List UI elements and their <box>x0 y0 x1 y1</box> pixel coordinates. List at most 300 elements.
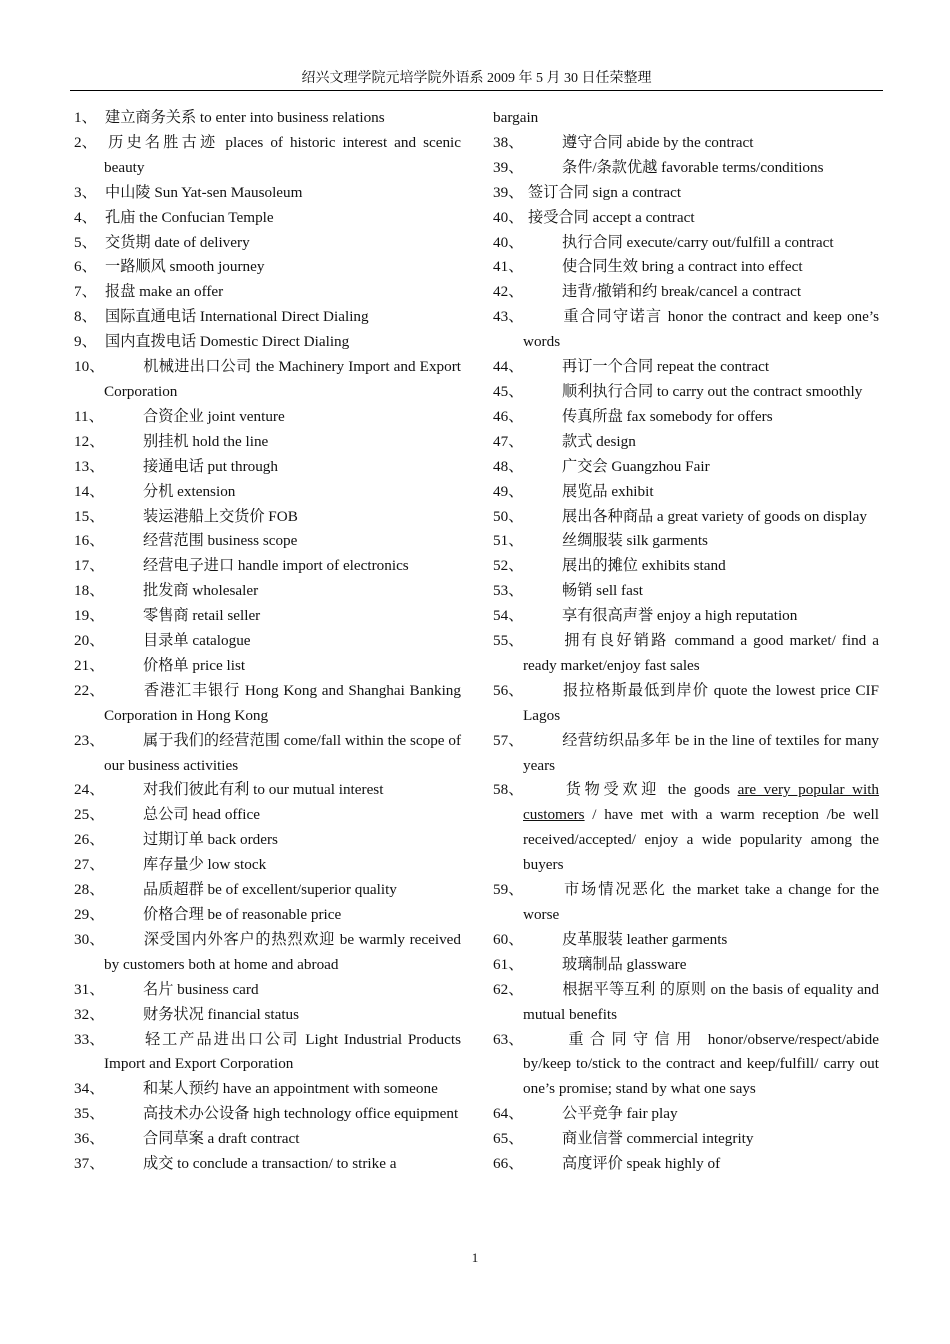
entry-number: 59、 <box>493 881 524 899</box>
english-term: to carry out the contract smoothly <box>656 382 863 400</box>
entry-text <box>143 582 258 599</box>
entry-number: 54、 <box>493 607 524 625</box>
entry-text <box>143 781 383 798</box>
vocab-entry <box>493 231 879 256</box>
entry-number: 47、 <box>493 432 524 450</box>
vocab-entry <box>74 803 461 828</box>
vocab-entry <box>74 679 461 729</box>
chinese-term: 成交 <box>143 1155 174 1173</box>
english-term: business card <box>177 980 259 998</box>
entry-text <box>562 159 824 176</box>
entry-text <box>143 981 259 998</box>
entry-text <box>143 806 260 823</box>
vocab-entry <box>74 1003 461 1028</box>
vocab-entry <box>74 554 461 579</box>
english-term: be warmly received by customers both at home and abroad <box>104 930 462 973</box>
vocab-entry <box>493 305 879 355</box>
english-term: high technology office equipment <box>253 1105 459 1123</box>
entry-text <box>105 184 302 201</box>
entry-number: 55、 <box>493 632 524 650</box>
english-term: design <box>596 432 636 450</box>
chinese-term: 机械进出口公司 <box>143 358 252 376</box>
vocab-entry <box>74 778 461 803</box>
english-term: be of reasonable price <box>207 906 342 923</box>
english-term: quote the lowest price CIF Lagos <box>523 681 880 724</box>
entry-number: 51、 <box>493 532 524 550</box>
english-term: International Direct Dialing <box>199 308 369 326</box>
english-term: the Confucian Temple <box>139 208 274 226</box>
continuation-text: bargain <box>493 109 539 126</box>
english-term: hold the line <box>192 432 269 450</box>
entry-text <box>562 458 710 475</box>
entry-number: 20、 <box>74 632 105 650</box>
chinese-term: 条件/条款优越 <box>562 158 658 176</box>
vocab-entry <box>74 1077 461 1102</box>
chinese-term: 广交会 <box>562 457 608 475</box>
chinese-term: 皮革服装 <box>562 930 623 948</box>
entry-text <box>143 906 341 923</box>
vocab-entry <box>493 878 879 928</box>
entry-text <box>104 931 461 973</box>
english-term: smooth journey <box>169 258 265 276</box>
chinese-term: 根据平等互利 的原则 <box>562 980 707 998</box>
chinese-term: 丝绸服装 <box>562 532 623 550</box>
vocab-entry <box>74 629 461 654</box>
english-term: be in the line of textiles for many years <box>523 731 880 774</box>
entry-number: 66、 <box>493 1155 524 1173</box>
english-term: Guangzhou Fair <box>611 457 710 475</box>
entry-text <box>523 732 879 774</box>
english-term: the market take a change for the worse <box>523 881 880 923</box>
entry-number: 43、 <box>493 308 524 326</box>
english-term: honor the contract and keep one’s words <box>523 308 880 351</box>
entry-number: 58、 <box>493 781 524 799</box>
vocab-entry <box>493 554 879 579</box>
entry-number: 3、 <box>74 183 97 201</box>
entry-text <box>143 607 260 624</box>
chinese-term: 执行合同 <box>562 233 623 251</box>
chinese-term: 属于我们的经营范围 <box>143 731 280 749</box>
english-term: put through <box>207 457 278 475</box>
entry-text <box>523 781 879 873</box>
entry-number: 18、 <box>74 582 105 600</box>
entry-number: 25、 <box>74 806 105 824</box>
entry-number: 22、 <box>74 681 105 699</box>
entry-text <box>562 1130 753 1147</box>
chinese-term: 货物受欢迎 <box>562 781 661 799</box>
entry-text <box>104 134 461 176</box>
chinese-term: 品质超群 <box>143 881 204 899</box>
vocab-entry <box>493 1028 879 1103</box>
entry-text <box>105 258 264 275</box>
english-term: the goods <box>667 781 738 799</box>
vocab-entry <box>74 455 461 480</box>
entry-number: 8、 <box>74 308 97 326</box>
vocab-entry <box>493 280 879 305</box>
entry-text <box>562 433 636 450</box>
entry-number: 52、 <box>493 557 524 575</box>
entry-text <box>562 557 726 574</box>
chinese-term: 商业信誉 <box>562 1130 623 1148</box>
vocab-entry <box>74 181 461 206</box>
chinese-term: 款式 <box>562 432 593 450</box>
vocab-entry <box>493 181 879 206</box>
entry-number: 9、 <box>74 333 97 351</box>
entry-text <box>143 557 409 574</box>
entry-text <box>562 956 686 973</box>
entry-number: 33、 <box>74 1030 105 1048</box>
entry-number: 13、 <box>74 457 105 475</box>
chinese-term: 名片 <box>143 980 174 998</box>
entry-text <box>143 1006 299 1023</box>
entry-text <box>105 308 369 325</box>
vocab-entry <box>74 480 461 505</box>
entry-number: 30、 <box>74 930 105 948</box>
chinese-term: 使合同生效 <box>562 258 638 276</box>
english-term: date of delivery <box>154 233 250 251</box>
entry-text <box>104 1031 461 1073</box>
entry-text <box>562 283 801 300</box>
english-term: handle import of electronics <box>237 557 409 575</box>
english-term: break/cancel a contract <box>661 283 802 301</box>
english-term: retail seller <box>192 607 261 625</box>
chinese-term: 零售商 <box>143 607 189 625</box>
entry-number: 4、 <box>74 208 97 226</box>
entry-text <box>143 881 397 898</box>
chinese-term: 深受国内外客户的热烈欢迎 <box>143 930 336 948</box>
entry-text <box>143 632 251 649</box>
vocab-entry <box>493 953 879 978</box>
vocab-entry <box>74 1152 461 1177</box>
vocab-entry <box>493 430 879 455</box>
entry-text <box>562 532 708 549</box>
chinese-term: 重合同守诺言 <box>562 308 663 326</box>
chinese-term: 接通电话 <box>143 457 204 475</box>
vocab-entry <box>493 529 879 554</box>
entry-text <box>528 184 681 201</box>
vocab-entry <box>74 1127 461 1152</box>
chinese-term: 合同草案 <box>143 1130 204 1148</box>
entry-number: 7、 <box>74 283 97 301</box>
chinese-term: 经营纺织品多年 <box>562 731 671 749</box>
vocab-entry <box>74 255 461 280</box>
chinese-term: 历史名胜古迹 <box>105 133 219 151</box>
vocab-entry <box>493 405 879 430</box>
vocab-entry <box>74 231 461 256</box>
chinese-term: 合资企业 <box>143 407 204 425</box>
chinese-term: 建立商务关系 <box>105 109 197 126</box>
chinese-term: 对我们彼此有利 <box>143 781 250 799</box>
entry-text <box>143 483 235 500</box>
entry-text <box>562 383 862 400</box>
entry-number: 40、 <box>493 233 524 251</box>
english-term-underlined: are very popular with customers <box>523 781 880 824</box>
chinese-term: 和某人预约 <box>143 1080 219 1098</box>
chinese-term: 传真所盘 <box>562 407 623 425</box>
english-term: Hong Kong and Shanghai Banking Corporation in Hong Kong <box>104 681 461 724</box>
vocab-entry <box>74 355 461 405</box>
chinese-term: 价格合理 <box>143 906 204 923</box>
chinese-term: 重合同守信用 <box>562 1030 698 1048</box>
entry-text <box>105 209 274 226</box>
entry-number: 16、 <box>74 532 105 550</box>
entry-text <box>562 483 654 500</box>
page-header: 绍兴文理学院元培学院外语系 2009 年 5 月 30 日任荣整理 <box>70 68 883 91</box>
entry-text <box>105 234 250 251</box>
entry-number: 21、 <box>74 656 105 674</box>
entry-text <box>143 408 285 425</box>
entry-number: 28、 <box>74 881 105 899</box>
chinese-term: 国际直通电话 <box>105 308 197 326</box>
entry-number: 45、 <box>493 382 524 400</box>
entry-number: 12、 <box>74 432 105 450</box>
entry-text <box>523 682 879 724</box>
english-term: fair play <box>626 1105 678 1123</box>
chinese-term: 轻工产品进出口公司 <box>143 1030 300 1048</box>
english-term: FOB <box>268 507 298 525</box>
english-term: to conclude a transaction/ to strike a <box>177 1155 397 1173</box>
entry-number: 2、 <box>74 133 97 151</box>
english-term: sell fast <box>596 582 643 600</box>
english-term: repeat the contract <box>656 358 770 376</box>
english-term: favorable terms/conditions <box>661 158 824 176</box>
vocab-entry <box>74 405 461 430</box>
english-term: abide by the contract <box>626 133 754 151</box>
vocab-entry <box>74 853 461 878</box>
vocab-entry <box>493 629 879 679</box>
english-term: exhibit <box>611 482 654 500</box>
english-term: honor/observe/respect/abide by/keep to/stick to the contract and keep/fulfill/ carry out one’s promise; stand by what one says <box>523 1030 880 1098</box>
entry-number: 39、 <box>493 158 524 176</box>
entry-number: 14、 <box>74 482 105 500</box>
chinese-term: 畅销 <box>562 582 593 600</box>
vocab-entry <box>74 729 461 779</box>
entry-number: 65、 <box>493 1130 524 1148</box>
vocab-entry <box>74 878 461 903</box>
english-term: to enter into business relations <box>199 109 385 126</box>
entry-text <box>105 283 223 300</box>
entry-text <box>143 458 278 475</box>
entry-text <box>523 1031 879 1098</box>
entry-text <box>562 134 753 151</box>
entry-number: 27、 <box>74 856 105 874</box>
vocab-entry <box>493 255 879 280</box>
entry-number: 29、 <box>74 906 105 923</box>
chinese-term: 违背/撤销和约 <box>562 283 658 301</box>
english-term: extension <box>177 482 236 500</box>
vocab-entry <box>74 579 461 604</box>
chinese-term: 中山陵 <box>105 183 151 201</box>
english-term: Sun Yat-sen Mausoleum <box>154 183 303 201</box>
chinese-term: 公平竞争 <box>562 1105 623 1123</box>
page-number: 1 <box>471 1250 479 1265</box>
english-term: command a good market/ find a ready market/enjoy fast sales <box>523 632 880 674</box>
entry-number: 44、 <box>493 358 524 376</box>
entry-number: 61、 <box>493 955 524 973</box>
english-term: fax somebody for offers <box>626 407 773 425</box>
chinese-term: 经营电子进口 <box>143 557 235 575</box>
entry-text <box>562 408 773 425</box>
english-term: sign a contract <box>592 183 682 201</box>
chinese-term: 展览品 <box>562 482 608 500</box>
english-term: Domestic Direct Dialing <box>199 333 350 351</box>
entry-number: 34、 <box>74 1080 105 1098</box>
english-term: to our mutual interest <box>253 781 384 799</box>
vocab-entry <box>493 156 879 181</box>
right-column <box>493 106 879 1177</box>
vocab-entry <box>74 928 461 978</box>
vocab-entry <box>74 106 461 131</box>
chinese-term: 国内直拨电话 <box>105 333 197 351</box>
entry-text <box>143 508 298 525</box>
english-term: the Machinery Import and Export Corporation <box>104 358 461 400</box>
entry-number: 11、 <box>74 407 104 425</box>
vocab-entry <box>74 305 461 330</box>
english-term: execute/carry out/fulfill a contract <box>626 233 834 251</box>
english-term: a draft contract <box>207 1130 300 1148</box>
vocab-entry <box>493 355 879 380</box>
entry-text <box>562 258 803 275</box>
chinese-term: 香港汇丰银行 <box>143 681 241 699</box>
chinese-term: 经营范围 <box>143 532 204 550</box>
left-column <box>74 106 461 1177</box>
entry-text <box>104 682 461 724</box>
english-term: business scope <box>207 532 298 550</box>
entry-number: 35、 <box>74 1105 105 1123</box>
entry-number: 24、 <box>74 781 105 799</box>
entry-text <box>143 856 266 873</box>
chinese-term: 财务状况 <box>143 1005 204 1023</box>
chinese-term: 遵守合同 <box>562 133 623 151</box>
entry-text <box>562 234 834 251</box>
entry-number: 26、 <box>74 831 105 849</box>
vocab-entry <box>74 903 461 928</box>
english-term: price list <box>192 656 246 674</box>
entry-number: 64、 <box>493 1105 524 1123</box>
vocab-entry <box>493 455 879 480</box>
english-term: back orders <box>207 831 278 849</box>
vocab-entry <box>493 579 879 604</box>
entry-number: 48、 <box>493 457 524 475</box>
entry-number: 6、 <box>74 258 97 276</box>
entry-number: 32、 <box>74 1005 105 1023</box>
entry-text <box>562 607 797 624</box>
entry-text <box>562 931 727 948</box>
vocab-entry <box>493 380 879 405</box>
english-term: accept a contract <box>592 208 695 226</box>
chinese-term: 享有很高声誉 <box>562 607 654 625</box>
entry-text <box>562 358 769 375</box>
vocab-entry <box>493 480 879 505</box>
entry-number: 1、 <box>74 109 97 126</box>
english-term: exhibits stand <box>641 557 726 575</box>
chinese-term: 一路顺风 <box>105 258 166 276</box>
english-term: bring a contract into effect <box>641 258 803 276</box>
entry-number: 39、 <box>493 183 524 201</box>
chinese-term: 高技术办公设备 <box>143 1105 250 1123</box>
chinese-term: 签订合同 <box>528 183 589 201</box>
entry-text <box>562 1155 720 1172</box>
entry-number: 41、 <box>493 258 524 276</box>
vocab-entry <box>493 206 879 231</box>
english-term: wholesaler <box>192 582 259 600</box>
english-term: glassware <box>626 955 687 973</box>
entry-text <box>523 308 879 350</box>
entry-number: 38、 <box>493 133 524 151</box>
entry-number: 19、 <box>74 607 105 625</box>
entry-text <box>105 333 349 350</box>
chinese-term: 分机 <box>143 482 174 500</box>
entry-number: 31、 <box>74 980 105 998</box>
entry-text <box>143 1130 299 1147</box>
chinese-term: 顺利执行合同 <box>562 382 654 400</box>
vocab-entry <box>74 604 461 629</box>
entry-text <box>105 109 385 126</box>
chinese-term: 装运港船上交货价 <box>143 507 265 525</box>
english-term: speak highly of <box>626 1155 721 1173</box>
chinese-term: 市场情况恶化 <box>562 881 667 899</box>
entry-text <box>143 657 245 674</box>
entry-number: 49、 <box>493 482 524 500</box>
entry-text <box>143 1105 458 1122</box>
chinese-term: 接受合同 <box>528 208 589 226</box>
english-term: enjoy a high reputation <box>656 607 798 625</box>
english-term: catalogue <box>192 632 251 650</box>
chinese-term: 展出的摊位 <box>562 557 638 575</box>
vocab-entry <box>74 330 461 355</box>
vocab-entry <box>493 778 879 878</box>
entry-text <box>143 532 297 549</box>
chinese-term: 库存量少 <box>143 856 204 874</box>
english-term: leather garments <box>626 930 728 948</box>
english-term: silk garments <box>626 532 708 550</box>
entry-text <box>523 632 879 674</box>
entry-text <box>562 508 867 525</box>
vocab-entry <box>493 1127 879 1152</box>
entry-text <box>562 582 643 599</box>
chinese-term: 交货期 <box>105 233 151 251</box>
vocab-entry <box>493 1102 879 1127</box>
chinese-term: 过期订单 <box>143 831 204 849</box>
entry-number: 50、 <box>493 507 524 525</box>
entry-text <box>143 831 278 848</box>
entry-number: 57、 <box>493 731 524 749</box>
chinese-term: 高度评价 <box>562 1155 623 1173</box>
vocab-entry <box>74 529 461 554</box>
vocab-entry <box>74 978 461 1003</box>
chinese-term: 批发商 <box>143 582 189 600</box>
english-term: a great variety of goods on display <box>656 507 867 525</box>
chinese-term: 价格单 <box>143 656 189 674</box>
entry-number: 5、 <box>74 233 97 251</box>
chinese-term: 别挂机 <box>143 432 189 450</box>
vocab-entry <box>493 729 879 779</box>
entry-text <box>143 1080 438 1097</box>
entry-number: 40、 <box>493 208 524 226</box>
entry-text <box>104 358 461 400</box>
english-term: have an appointment with someone <box>222 1080 438 1098</box>
vocab-entry <box>493 131 879 156</box>
vocab-entry <box>74 131 461 181</box>
english-term: places of historic interest and scenic beauty <box>104 133 462 176</box>
english-term: joint venture <box>207 407 285 425</box>
chinese-term: 玻璃制品 <box>562 955 623 973</box>
english-term: commercial integrity <box>626 1130 754 1148</box>
entry-text <box>143 433 268 450</box>
chinese-term: 展出各种商品 <box>562 507 654 525</box>
entry-number: 56、 <box>493 681 524 699</box>
entry-number: 53、 <box>493 582 524 600</box>
